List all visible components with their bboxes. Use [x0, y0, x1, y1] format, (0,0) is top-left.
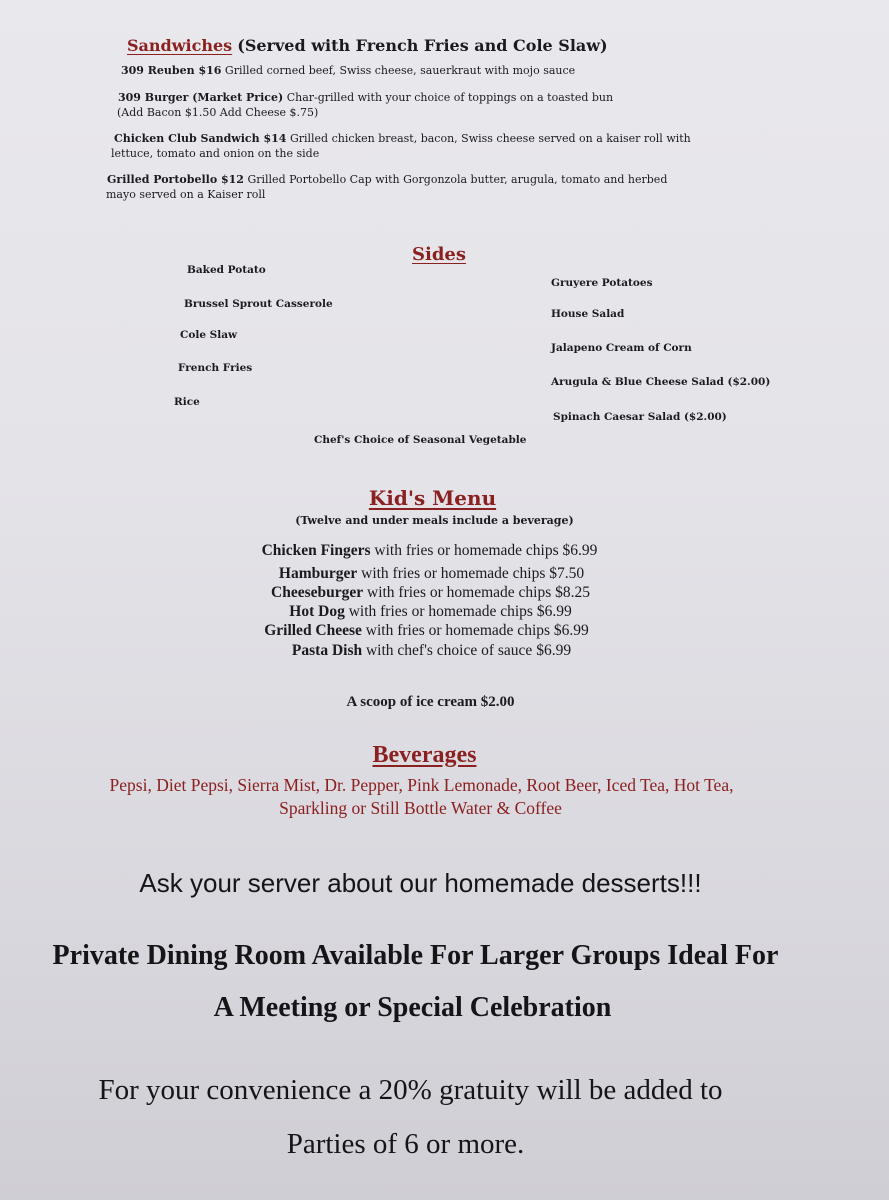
kids-item-name: Grilled Cheese: [264, 622, 362, 639]
kids-title: Kid's Menu: [368, 486, 497, 510]
item-name: 309 Reuben $16: [121, 64, 222, 77]
side-item-left: Rice: [174, 396, 200, 408]
item-desc: Grilled chicken breast, bacon, Swiss cheese served on a kaiser roll with: [289, 132, 691, 145]
side-item-left: Brussel Sprout Casserole: [184, 298, 333, 310]
side-item-right: Spinach Caesar Salad ($2.00): [553, 411, 727, 423]
kids-item-name: Hamburger: [278, 565, 358, 582]
item-desc: Char-grilled with your choice of toppings on a toasted bun: [286, 91, 614, 104]
menu-item-burger: [118, 91, 613, 104]
kids-item-name: Chicken Fingers: [261, 542, 371, 559]
private-dining-line-1: Private Dining Room Available For Larger Groups Ideal For: [52, 940, 779, 971]
kids-subtitle: (Twelve and under meals include a beverage): [295, 514, 574, 527]
kids-item: [0, 565, 876, 583]
desserts-note: Ask your server about our homemade desserts!!!: [139, 868, 702, 898]
kids-item: [0, 542, 874, 560]
menu-item-chicken-club: [114, 132, 691, 145]
side-item-center: Chef's Choice of Seasonal Vegetable: [314, 434, 527, 446]
kids-item-name: Cheeseburger: [271, 584, 364, 601]
kids-item-desc: with fries or homemade chips $6.99: [361, 622, 589, 639]
kids-item-desc: with fries or homemade chips $6.99: [370, 542, 598, 559]
side-item-right: Gruyere Potatoes: [551, 277, 653, 289]
gratuity-line-2: Parties of 6 or more.: [286, 1128, 525, 1160]
kids-item-desc: with fries or homemade chips $8.25: [363, 584, 590, 601]
kids-item: [0, 622, 871, 640]
item-desc-continued: mayo served on a Kaiser roll: [106, 188, 266, 201]
gratuity-line-1: For your convenience a 20% gratuity will be added to: [98, 1074, 723, 1106]
side-item-right: House Salad: [551, 308, 625, 320]
kids-item: [0, 584, 875, 602]
item-desc-continued: lettuce, tomato and onion on the side: [111, 147, 320, 160]
item-desc-continued: (Add Bacon $1.50 Add Cheese $.75): [117, 106, 319, 119]
kids-item-desc: with chef's choice of sauce $6.99: [362, 642, 572, 659]
sandwiches-header: [127, 36, 608, 55]
kids-item: [0, 603, 875, 621]
beverages-line-1: Pepsi, Diet Pepsi, Sierra Mist, Dr. Pepper, Pink Lemonade, Root Beer, Iced Tea, Hot Tea,: [109, 775, 734, 795]
kids-item-name: Hot Dog: [289, 603, 345, 620]
side-item-right: Jalapeno Cream of Corn: [551, 342, 692, 354]
ice-cream-item: A scoop of ice cream $2.00: [346, 694, 515, 710]
side-item-left: Baked Potato: [187, 264, 266, 276]
beverages-title: Beverages: [372, 742, 477, 768]
beverages-line-2: Sparkling or Still Bottle Water & Coffee: [279, 798, 562, 818]
private-dining-line-2: A Meeting or Special Celebration: [213, 992, 612, 1023]
item-desc: Grilled corned beef, Swiss cheese, sauerkraut with mojo sauce: [224, 64, 576, 77]
kids-item-desc: with fries or homemade chips $7.50: [357, 565, 585, 582]
kids-item: [0, 642, 876, 660]
item-name: Chicken Club Sandwich $14: [114, 132, 287, 145]
sides-title: Sides: [412, 244, 467, 265]
side-item-left: Cole Slaw: [180, 329, 238, 341]
kids-item-desc: with fries or homemade chips $6.99: [344, 603, 572, 620]
sandwiches-title: Sandwiches: [127, 36, 233, 55]
item-name: 309 Burger (Market Price): [118, 91, 284, 104]
item-desc: Grilled Portobello Cap with Gorgonzola butter, arugula, tomato and herbed: [247, 173, 668, 186]
sandwiches-subtitle: (Served with French Fries and Cole Slaw): [237, 36, 608, 55]
kids-item-name: Pasta Dish: [291, 642, 363, 659]
menu-item-portobello: [107, 173, 667, 186]
item-name: Grilled Portobello $12: [107, 173, 244, 186]
menu-item-reuben: [121, 64, 575, 77]
side-item-left: French Fries: [178, 362, 253, 374]
side-item-right: Arugula & Blue Cheese Salad ($2.00): [551, 376, 771, 388]
